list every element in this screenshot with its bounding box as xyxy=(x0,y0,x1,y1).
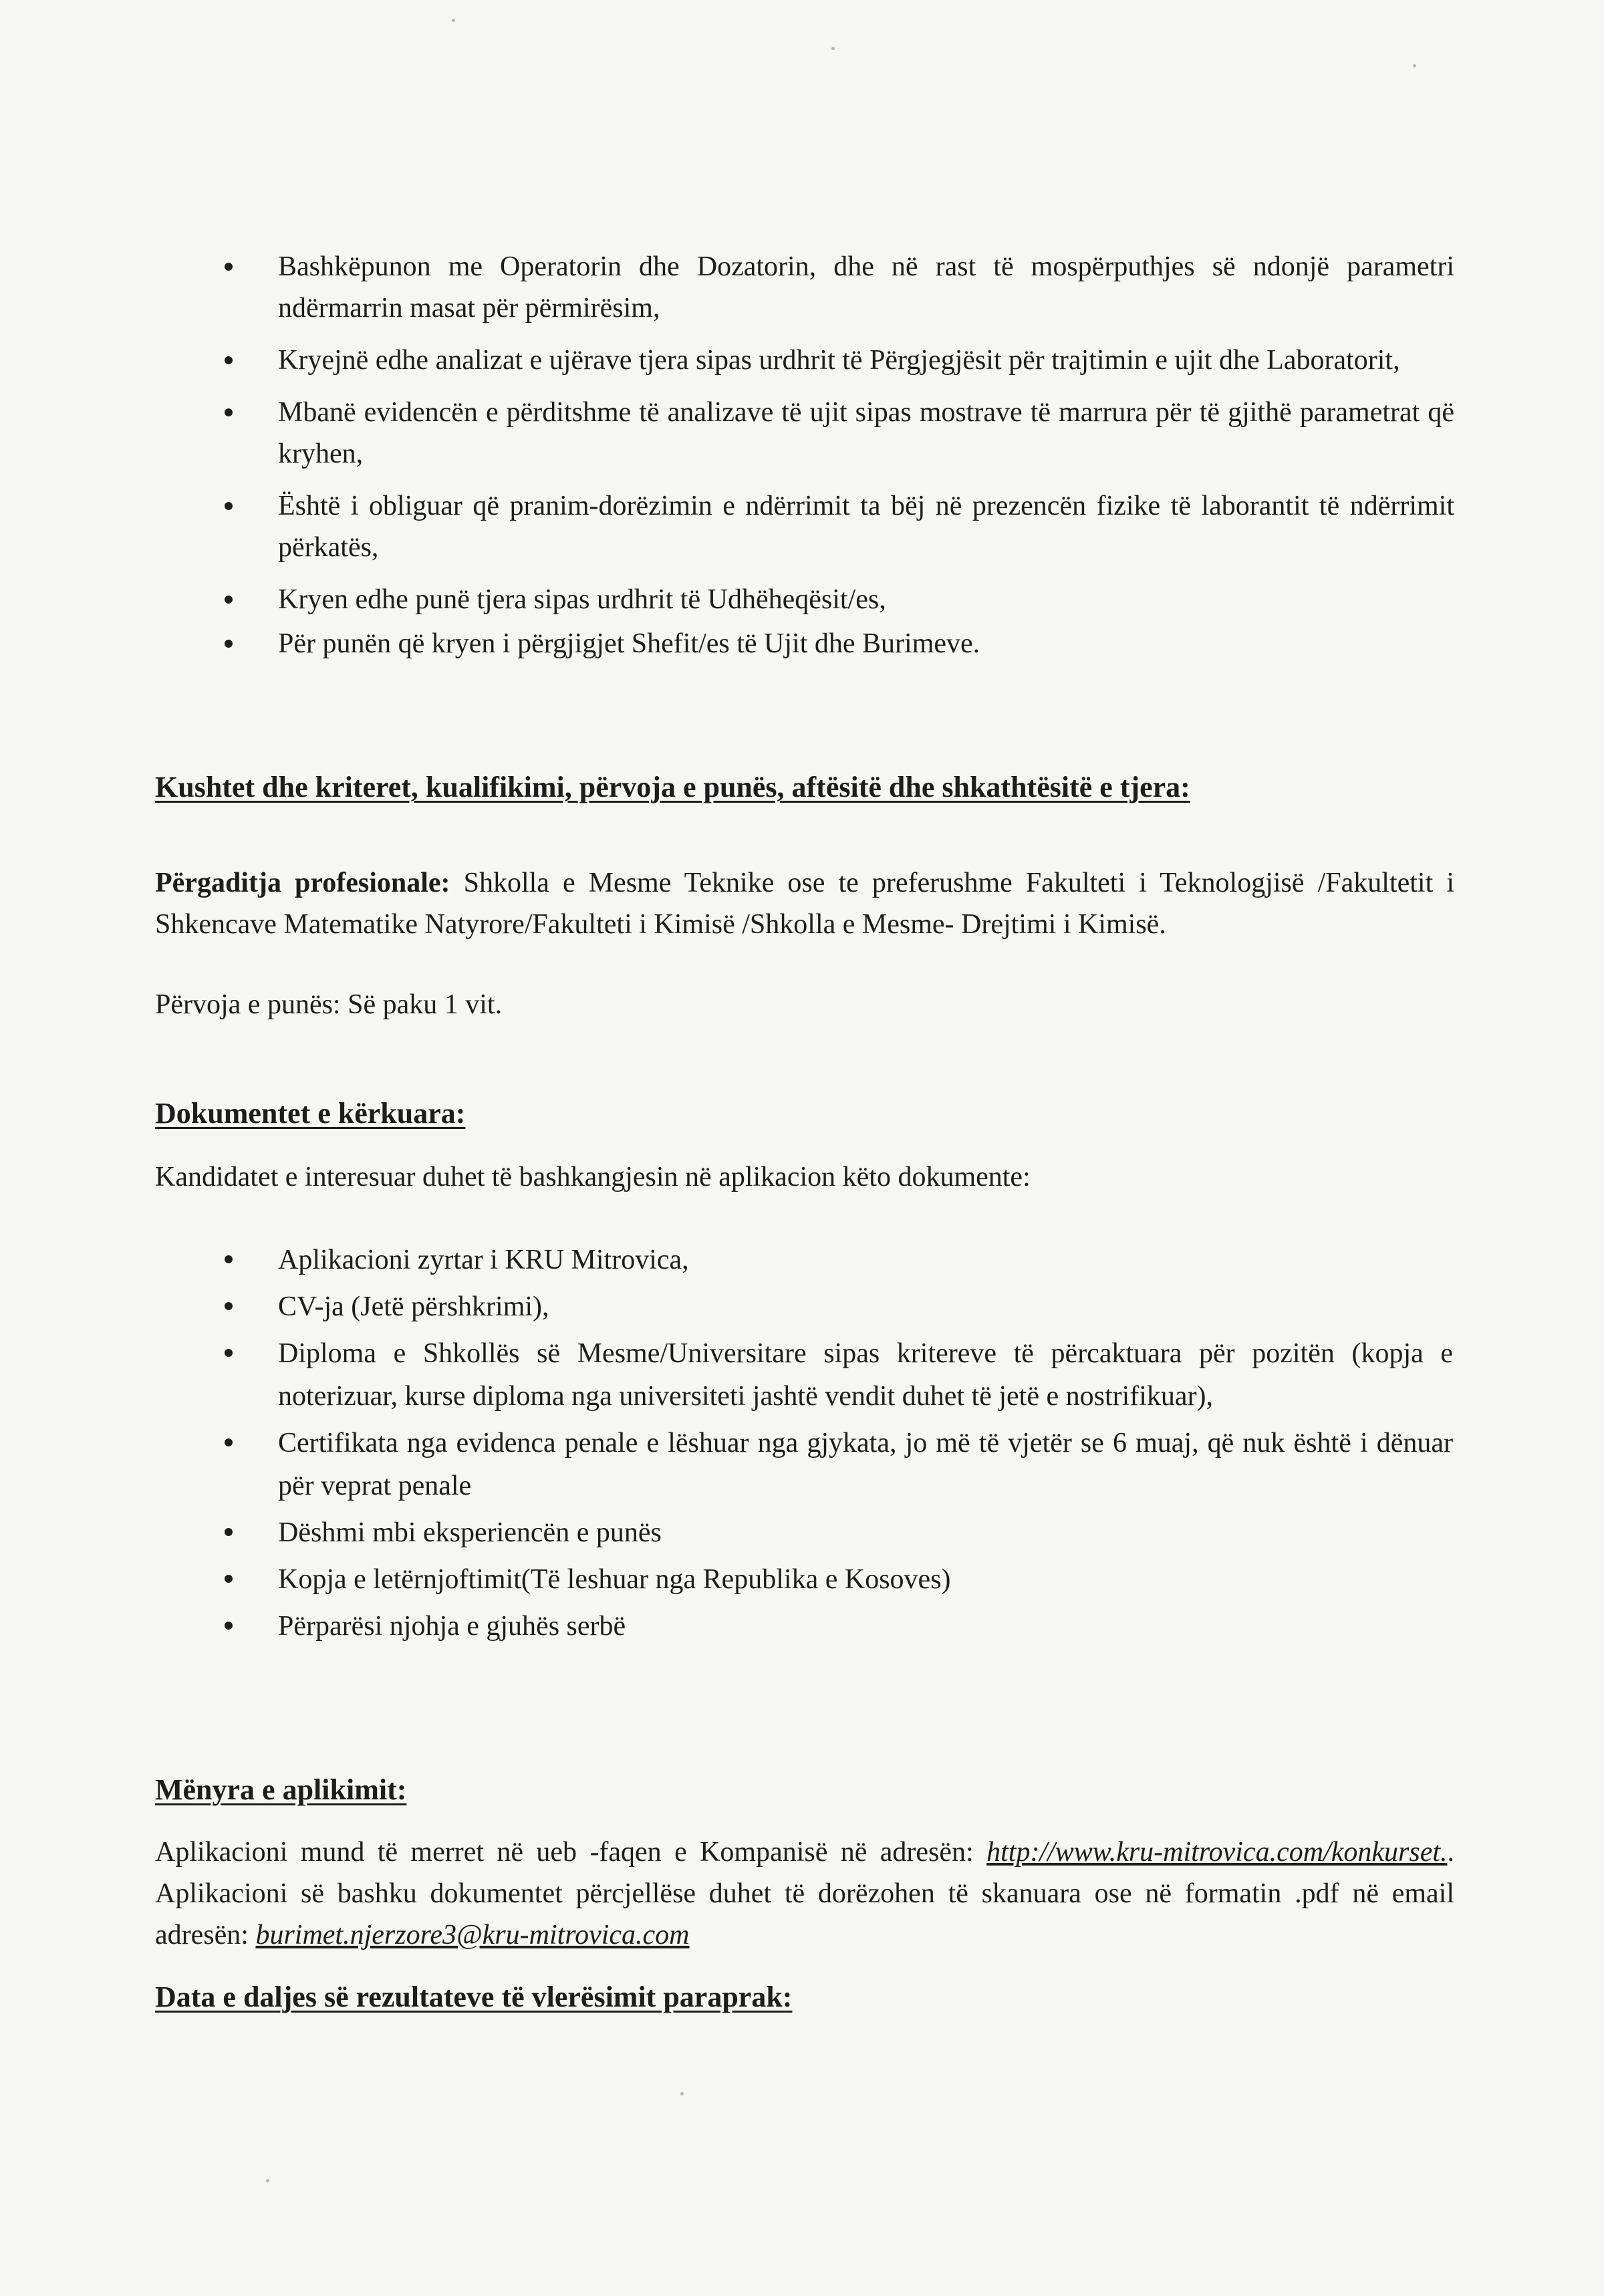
list-item xyxy=(225,1511,1453,1554)
application-text-1: Aplikacioni mund të merret në ueb -faqen e Kompanisë në adresën: xyxy=(155,1837,987,1868)
bullet-icon xyxy=(225,356,233,364)
experience-text: Përvoja e punës: Së paku 1 vit. xyxy=(155,989,503,1020)
documents-intro: Kandidatet e interesuar duhet të bashkangjesin në aplikacion këto dokumente: xyxy=(155,1162,1031,1192)
bullet-icon xyxy=(225,1302,233,1310)
scan-speck xyxy=(452,19,455,22)
application-text-2: . Aplikacioni së bashku dokumentet përcjellëse duhet të dorëzohen të skanuara ose në formatin .pdf në email adresën: xyxy=(155,1837,1454,1950)
scan-speck xyxy=(831,47,835,50)
criteria-heading: Kushtet dhe kriteret, kualifikimi, përvoja e punës, aftësitë dhe shkathtësitë e tjera: xyxy=(155,771,1190,803)
bullet-icon xyxy=(225,1438,233,1446)
documents-heading: Dokumentet e kërkuara: xyxy=(155,1097,466,1130)
bullet-icon xyxy=(225,640,233,648)
bullet-icon xyxy=(225,596,233,604)
list-item-text: Për punën që kryen i përgjigjet Shefit/es të Ujit dhe Burimeve. xyxy=(278,628,980,659)
list-item xyxy=(225,1285,1453,1328)
list-item xyxy=(225,392,1454,475)
education-text: Shkolla e Mesme Teknike ose te preferushme Fakulteti i Teknologjisë /Fakultetit i Shkencave Matematike Natyrore/Fakulteti i Kimisë /Shkolla e Mesme- Drejtimi i Kimisë. xyxy=(155,868,1454,940)
bullet-icon xyxy=(225,1575,233,1583)
company-url-link[interactable]: http://www.kru-mitrovica.com/konkurset. xyxy=(986,1837,1448,1868)
list-item-text: Kryen edhe punë tjera sipas urdhrit të Udhëheqësit/es, xyxy=(278,584,886,615)
documents-list xyxy=(225,1239,1453,1652)
list-item-text: Kryejnë edhe analizat e ujërave tjera sipas urdhrit të Përgjegjësit për trajtimin e ujit dhe Laboratorit, xyxy=(278,345,1400,376)
bullet-icon xyxy=(225,263,233,271)
bullet-icon xyxy=(225,1622,233,1630)
application-heading: Mënyra e aplikimit: xyxy=(155,1773,407,1806)
bullet-icon xyxy=(225,1528,233,1536)
list-item xyxy=(225,623,1454,664)
list-item-text: Dëshmi mbi eksperiencën e punës xyxy=(278,1517,662,1548)
list-item-text: Kopja e letërnjoftimit(Të leshuar nga Republika e Kosoves) xyxy=(278,1564,951,1595)
list-item xyxy=(225,485,1454,568)
list-item xyxy=(225,1605,1453,1648)
list-item xyxy=(225,1422,1453,1507)
list-item-text: Bashkëpunon me Operatorin dhe Dozatorin, dhe në rast të mospërputhjes së ndonjë parametri ndërmarrin masat për përmirësim, xyxy=(278,251,1454,324)
scan-speck xyxy=(1413,64,1416,68)
scan-speck xyxy=(680,2092,684,2095)
list-item xyxy=(225,1239,1453,1281)
education-paragraph xyxy=(155,862,1454,945)
list-item xyxy=(225,579,1454,620)
list-item xyxy=(225,246,1454,329)
list-item xyxy=(225,1558,1453,1601)
list-item-text: Certifikata nga evidenca penale e lëshuar nga gjykata, jo më të vjetër se 6 muaj, që nuk është i dënuar për veprat penale xyxy=(278,1428,1453,1501)
application-paragraph xyxy=(155,1831,1454,1956)
hr-email-link[interactable]: burimet.njerzore3@kru-mitrovica.com xyxy=(255,1920,690,1950)
scan-speck xyxy=(266,2179,269,2182)
list-item xyxy=(225,1332,1453,1418)
bullet-icon xyxy=(225,408,233,416)
list-item-text: Është i obliguar që pranim-dorëzimin e ndërrimit ta bëj në prezencën fizike të laborantit të ndërrimit përkatës, xyxy=(278,491,1454,563)
bullet-icon xyxy=(225,1349,233,1357)
list-item-text: Diploma e Shkollës së Mesme/Universitare sipas kritereve të përcaktuara për pozitën (kopja e noterizuar, kurse diploma nga universiteti jashtë vendit duhet të jetë e nostrifikuar), xyxy=(278,1338,1453,1412)
education-label: Përgaditja profesionale: xyxy=(155,868,450,898)
list-item-text: Mbanë evidencën e përditshme të analizave të ujit sipas mostrave të marrura për të gjithë parametrat që kryhen, xyxy=(278,397,1454,469)
list-item-text: Aplikacioni zyrtar i KRU Mitrovica, xyxy=(278,1245,689,1275)
duties-list xyxy=(225,246,1454,667)
list-item-text: CV-ja (Jetë përshkrimi), xyxy=(278,1291,549,1322)
bullet-icon xyxy=(225,502,233,510)
bullet-icon xyxy=(225,1255,233,1263)
list-item xyxy=(225,340,1454,381)
list-item-text: Përparësi njohja e gjuhës serbë xyxy=(278,1611,626,1642)
results-date-heading: Data e daljes së rezultateve të vlerësimit paraprak: xyxy=(155,1981,793,2013)
